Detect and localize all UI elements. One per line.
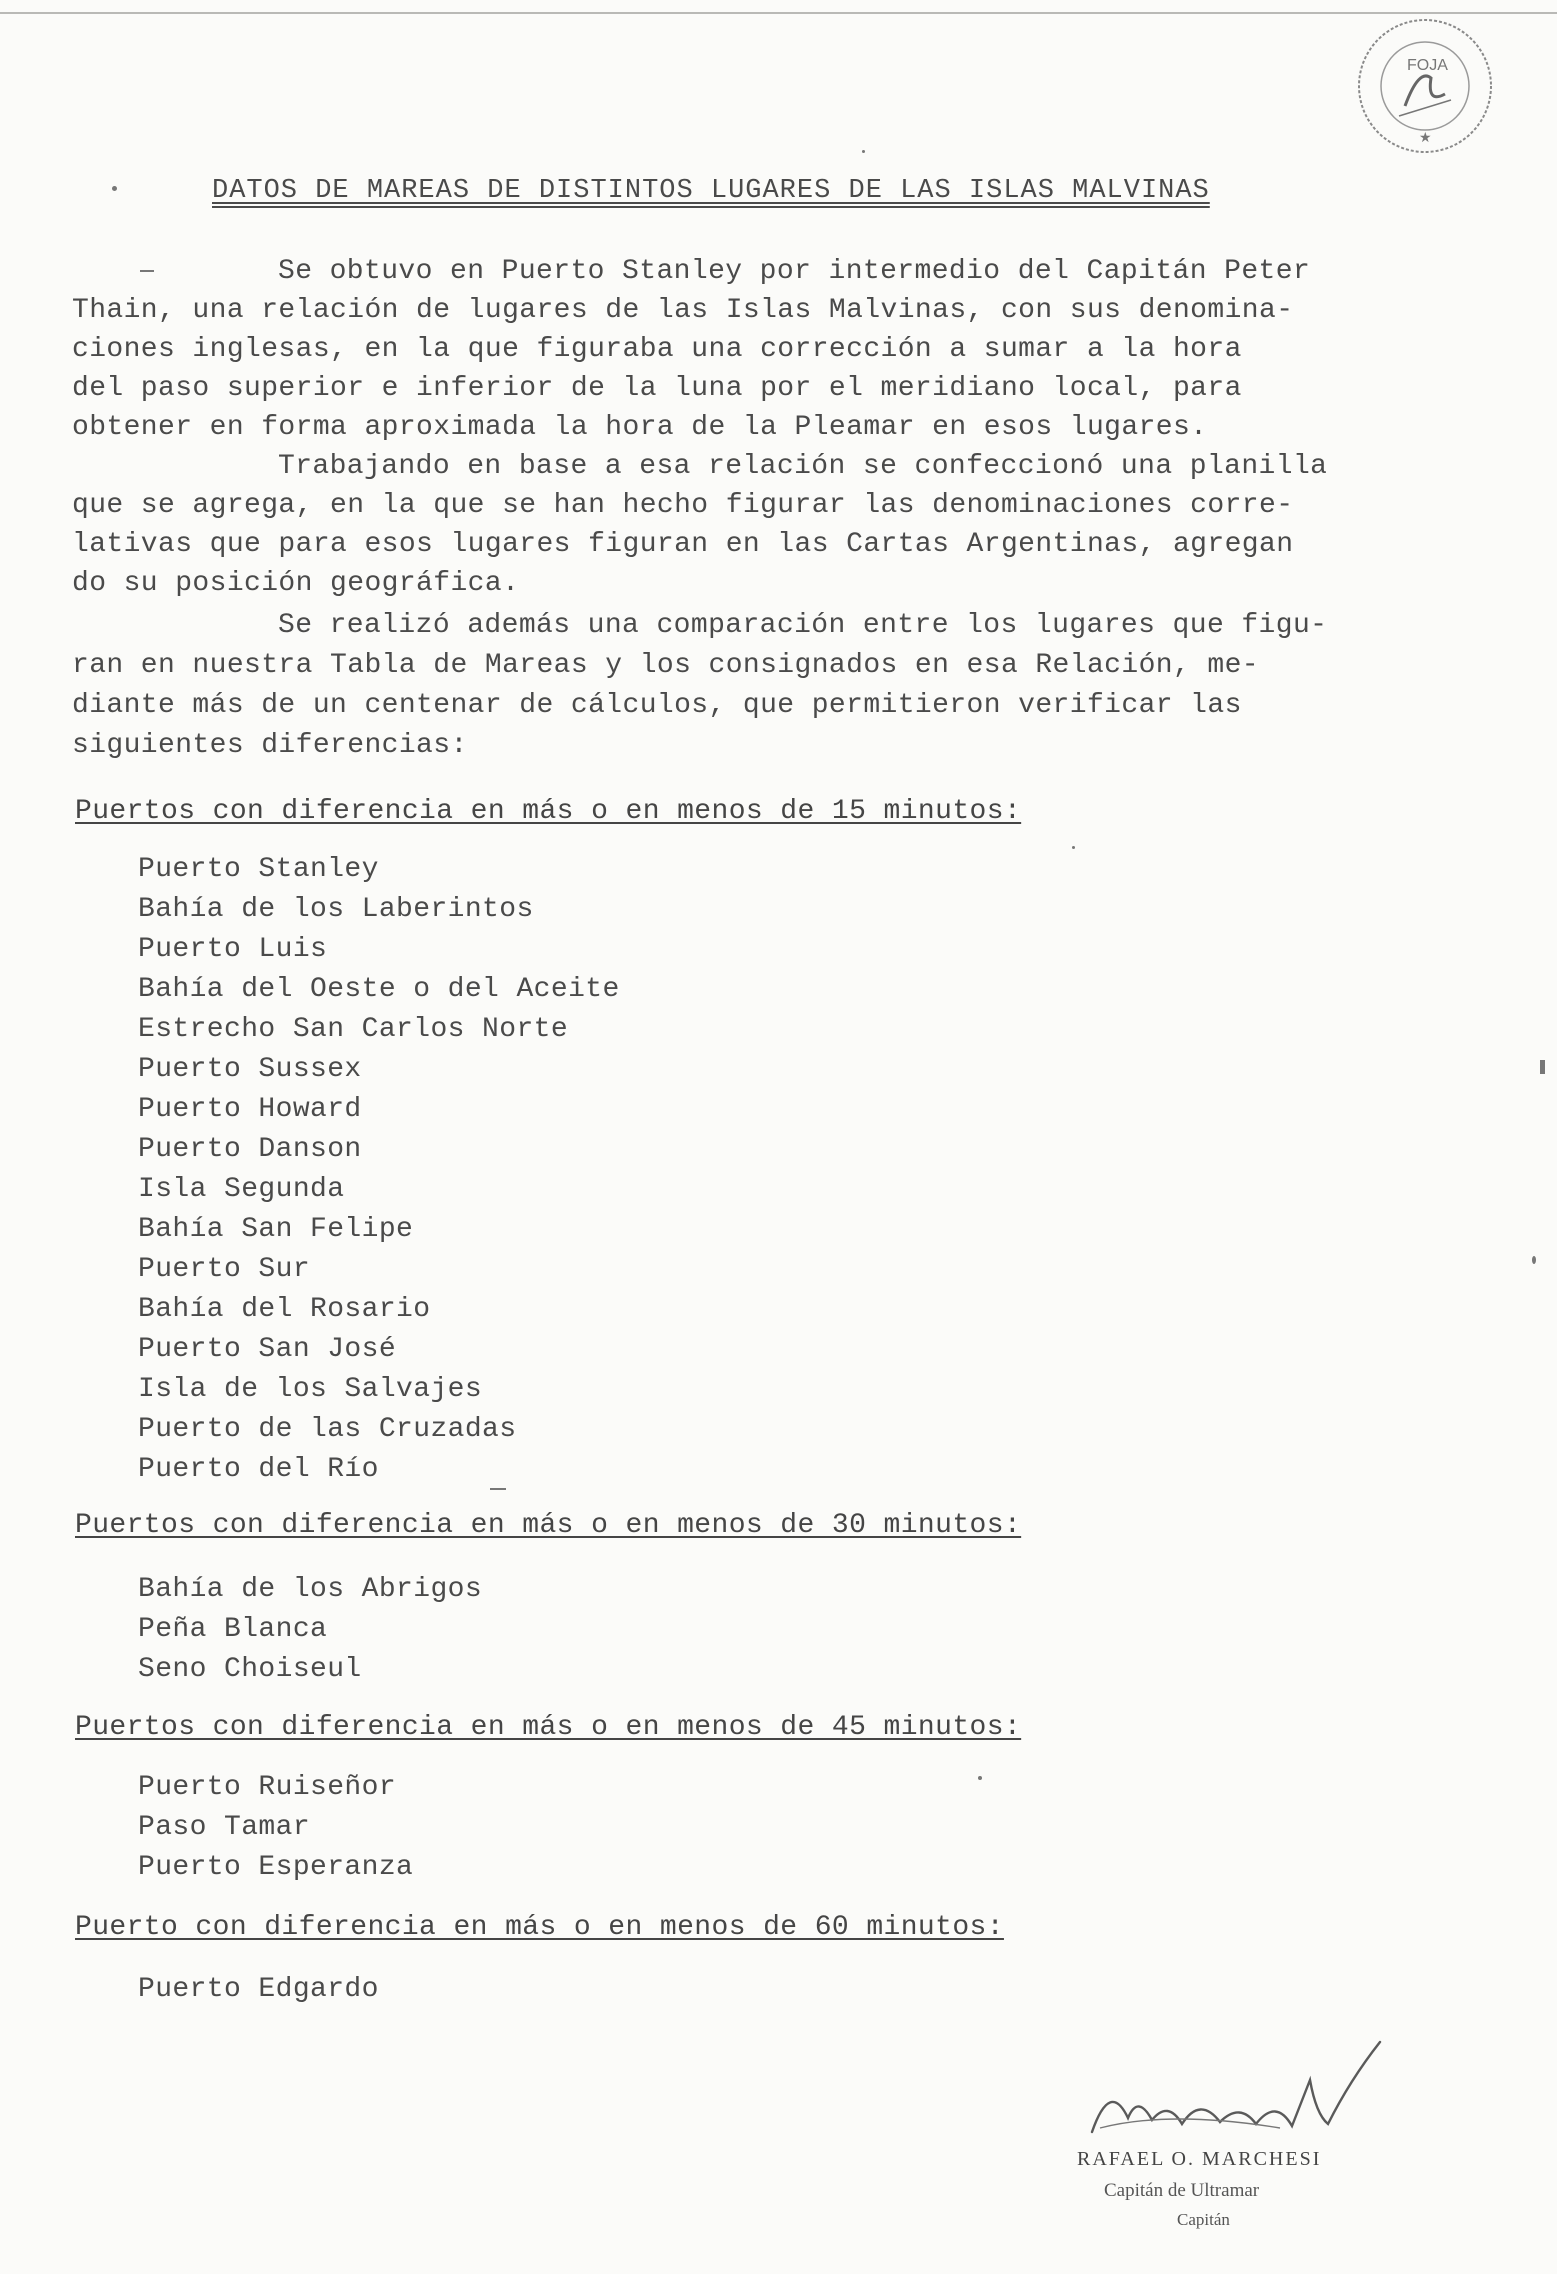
place-item: Bahía del Oeste o del Aceite [138, 974, 620, 1005]
paragraph-line: obtener en forma aproximada la hora de la Pleamar en esos lugares. [72, 412, 1208, 443]
place-item: Bahía de los Abrigos [138, 1574, 483, 1605]
scan-speck [1540, 1060, 1545, 1074]
paragraph-line: Trabajando en base a esa relación se confeccionó una planilla [278, 451, 1328, 482]
place-item: Bahía de los Laberintos [138, 894, 534, 925]
scan-speck [140, 270, 154, 272]
place-item: Puerto Stanley [138, 854, 379, 885]
section-heading-45-min: Puertos con diferencia en más o en menos de 45 minutos: [75, 1712, 1022, 1743]
scan-speck [490, 1488, 506, 1490]
place-item: Bahía del Rosario [138, 1294, 431, 1325]
paragraph-line: lativas que para esos lugares figuran en las Cartas Argentinas, agregan [72, 529, 1294, 560]
paragraph-line: Se realizó además una comparación entre los lugares que figu- [278, 610, 1328, 641]
archive-stamp [1335, 8, 1515, 168]
section-heading-30-min: Puertos con diferencia en más o en menos de 30 minutos: [75, 1510, 1022, 1541]
svg-text:FOJA: FOJA [1407, 57, 1448, 74]
place-item: Puerto San José [138, 1334, 397, 1365]
handwritten-signature [1080, 2040, 1410, 2140]
scan-speck [1532, 1256, 1536, 1264]
place-item: Puerto Esperanza [138, 1852, 414, 1883]
scan-speck [862, 150, 865, 153]
scan-speck [1072, 846, 1075, 849]
place-item: Peña Blanca [138, 1614, 328, 1645]
paragraph-line: del paso superior e inferior de la luna por el meridiano local, para [72, 373, 1242, 404]
paragraph-line: diante más de un centenar de cálculos, que permitieron verificar las [72, 690, 1242, 721]
place-item: Puerto del Río [138, 1454, 379, 1485]
signatory-role: Capitán [1177, 2210, 1230, 2229]
scan-speck [978, 1776, 982, 1780]
place-item: Puerto Edgardo [138, 1974, 379, 2005]
place-item: Puerto Luis [138, 934, 328, 965]
place-item: Isla Segunda [138, 1174, 345, 1205]
signatory-name: RAFAEL O. MARCHESI [1077, 2148, 1322, 2170]
paragraph-line: do su posición geográfica. [72, 568, 520, 599]
section-heading-15-min: Puertos con diferencia en más o en menos de 15 minutos: [75, 796, 1022, 827]
paragraph-line: ciones inglesas, en la que figuraba una corrección a sumar a la hora [72, 334, 1242, 365]
place-item: Bahía San Felipe [138, 1214, 414, 1245]
paragraph-line: que se agrega, en la que se han hecho figurar las denominaciones corre- [72, 490, 1294, 521]
paragraph-line: Se obtuvo en Puerto Stanley por intermedio del Capitán Peter [278, 256, 1311, 287]
scan-speck [112, 186, 117, 191]
top-edge-rule [0, 12, 1557, 14]
place-item: Isla de los Salvajes [138, 1374, 483, 1405]
place-item: Puerto Sussex [138, 1054, 362, 1085]
document-title: DATOS DE MAREAS DE DISTINTOS LUGARES DE LAS ISLAS MALVINAS [212, 176, 1210, 206]
place-item: Puerto Howard [138, 1094, 362, 1125]
place-item: Estrecho San Carlos Norte [138, 1014, 569, 1045]
place-item: Seno Choiseul [138, 1654, 362, 1685]
section-heading-60-min: Puerto con diferencia en más o en menos de 60 minutos: [75, 1912, 1004, 1943]
place-item: Puerto Sur [138, 1254, 311, 1285]
place-item: Puerto de las Cruzadas [138, 1414, 517, 1445]
paragraph-line: Thain, una relación de lugares de las Islas Malvinas, con sus denomina- [72, 295, 1294, 326]
place-item: Puerto Ruiseñor [138, 1772, 397, 1803]
place-item: Paso Tamar [138, 1812, 311, 1843]
place-item: Puerto Danson [138, 1134, 362, 1165]
signatory-rank: Capitán de Ultramar [1104, 2180, 1260, 2201]
paragraph-line: ran en nuestra Tabla de Mareas y los consignados en esa Relación, me- [72, 650, 1259, 681]
svg-text:★: ★ [1419, 130, 1432, 146]
paragraph-line: siguientes diferencias: [72, 730, 468, 761]
